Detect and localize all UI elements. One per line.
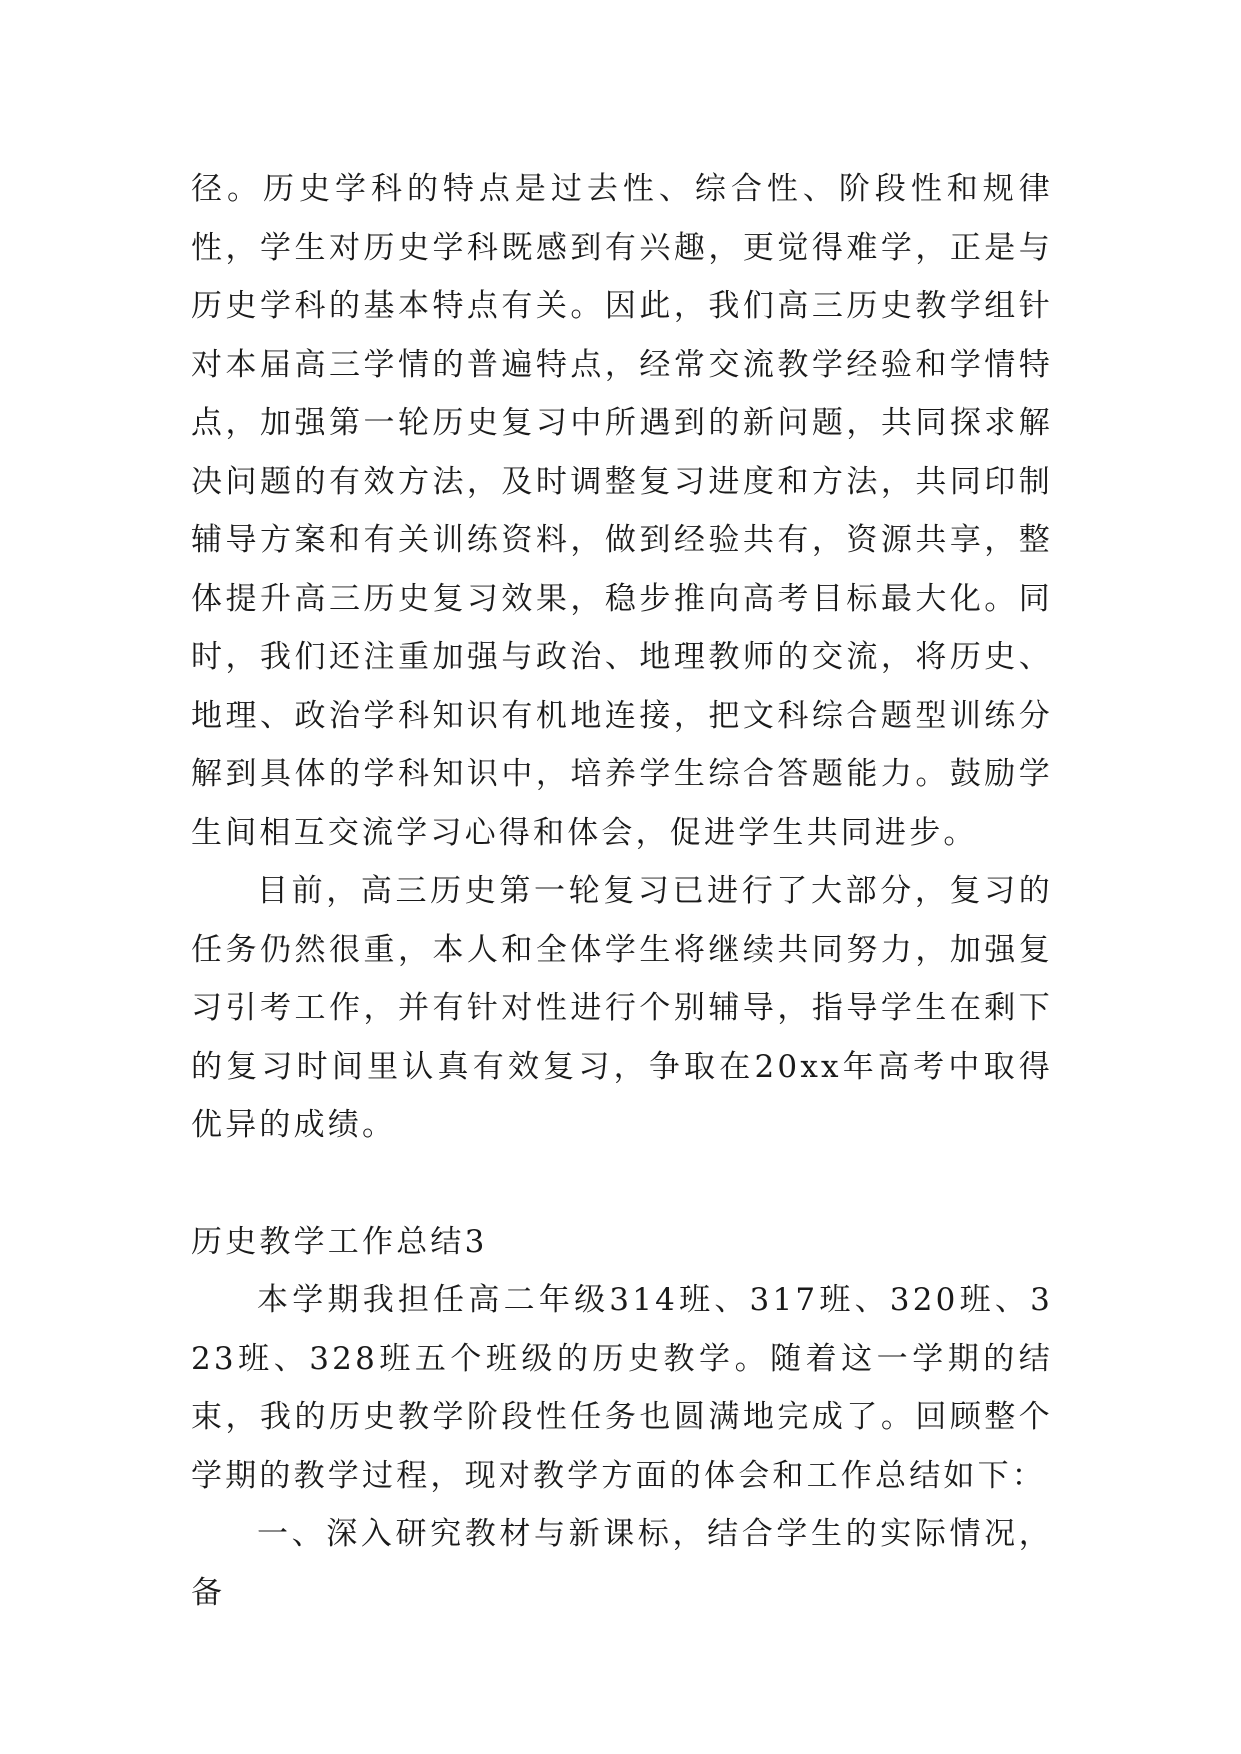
document-body <box>191 160 1053 1622</box>
paragraph-point-one: 一、深入研究教材与新课标，结合学生的实际情况，备 <box>191 1516 1053 1611</box>
paragraph-review-progress: 目前，高三历史第一轮复习已进行了大部分，复习的任务仍然很重，本人和全体学生将继续共同努力，加强复习引考工作，并有针对性进行个别辅导，指导学生在剩下的复习时间里认真有效复习，争取在20xx年高考中取得优异的成绩。 <box>191 873 1053 1143</box>
paragraph-continued: 径。历史学科的特点是过去性、综合性、阶段性和规律性，学生对历史学科既感到有兴趣，更觉得难学，正是与历史学科的基本特点有关。因此，我们高三历史教学组针对本届高三学情的普遍特点，经常交流教学经验和学情特点，加强第一轮历史复习中所遇到的新问题，共同探求解决问题的有效方法，及时调整复习进度和方法，共同印制辅导方案和有关训练资料，做到经验共有，资源共享，整体提升高三历史复习效果，稳步推向高考目标最大化。同时，我们还注重加强与政治、地理教师的交流，将历史、地理、政治学科知识有机地连接，把文科综合题型训练分解到具体的学科知识中，培养学生综合答题能力。鼓励学生间相互交流学习心得和体会，促进学生共同进步。 <box>191 171 1053 851</box>
section-title: 历史教学工作总结3 <box>191 1223 488 1260</box>
section-spacer <box>191 1155 1053 1213</box>
paragraph-intro: 本学期我担任高二年级314班、317班、320班、323班、328班五个班级的历史教学。随着这一学期的结束，我的历史教学阶段性任务也圆满地完成了。回顾整个学期的教学过程，现对教学方面的体会和工作总结如下： <box>191 1282 1053 1494</box>
